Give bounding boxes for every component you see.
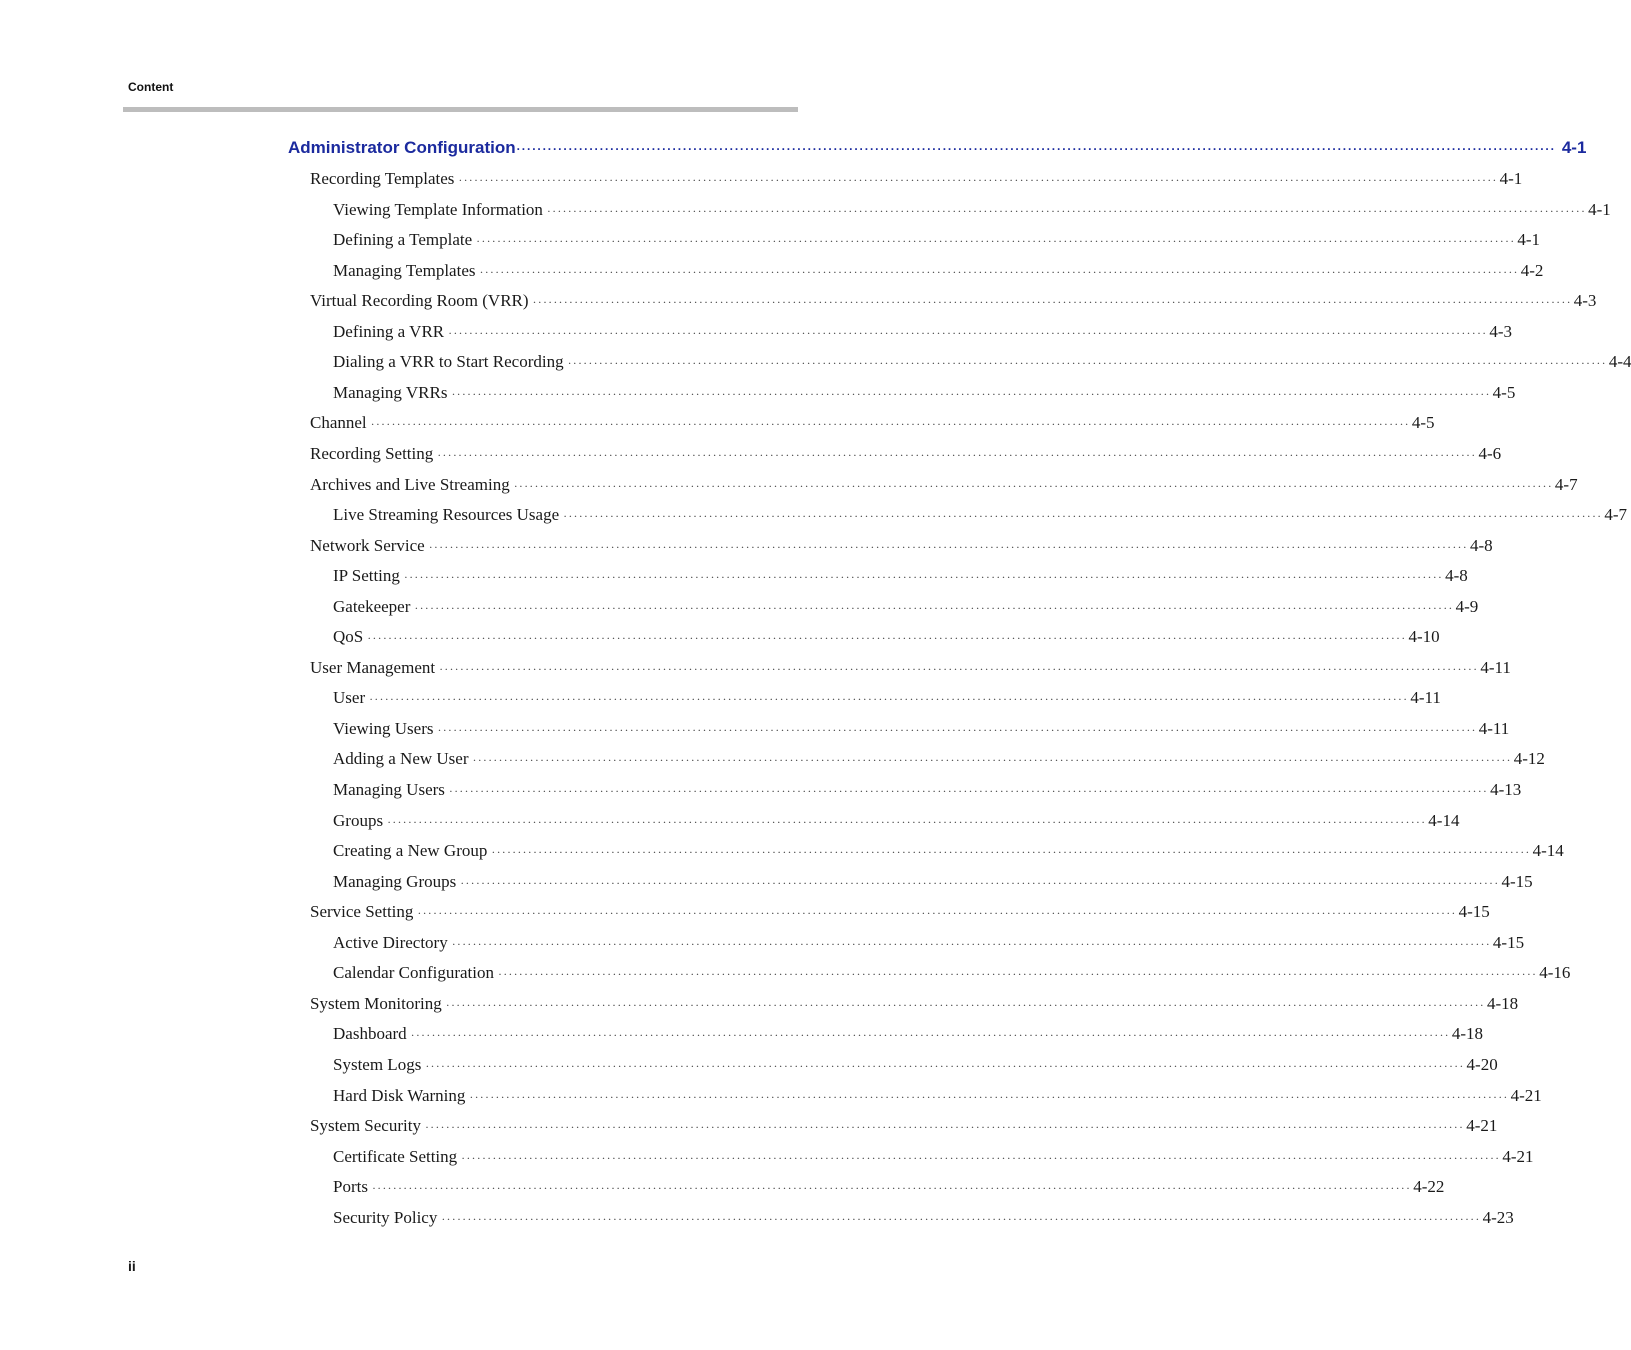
- toc-leader-dots: ········································································································································································································: [479, 264, 1519, 279]
- toc-leader-dots: ········································································································································································································: [451, 936, 1491, 951]
- toc-leader-dots: ········································································································································································································: [448, 325, 1488, 340]
- toc-entry-page: 4-16: [1539, 963, 1571, 983]
- toc-leader-dots: ········································································································································································································: [461, 1150, 1501, 1165]
- toc-entry-title: Managing Templates: [333, 260, 476, 280]
- toc-leader-dots: ········································································································································································································: [460, 875, 1500, 890]
- toc-entry[interactable]: [310, 473, 1578, 497]
- toc-leader-dots: ········································································································································································································: [563, 509, 1603, 524]
- toc-entry[interactable]: [333, 381, 1516, 405]
- toc-entry-title: Recording Setting: [310, 443, 434, 463]
- toc-entry-page: 4-1: [1517, 230, 1541, 250]
- toc-entry-page: 4-14: [1428, 810, 1460, 830]
- toc-entry[interactable]: [333, 503, 1628, 527]
- toc-entry-page: 4-1: [1499, 169, 1523, 188]
- toc-entry[interactable]: [333, 839, 1564, 863]
- toc-leader-dots: ········································································································································································································: [410, 1028, 1450, 1043]
- toc-entry[interactable]: [333, 717, 1510, 741]
- toc-entry-page: 4-7: [1604, 505, 1628, 525]
- toc-entry-title: Viewing Template Information: [333, 199, 543, 219]
- toc-leader-dots: ········································································································································································································: [513, 478, 1553, 493]
- toc-entry[interactable]: [310, 992, 1519, 1016]
- toc-entry-page: 4-1: [1588, 199, 1611, 219]
- running-header: Content: [128, 80, 174, 94]
- toc-leader-dots: ········································································································································································································: [445, 997, 1485, 1012]
- toc-entry[interactable]: [333, 228, 1541, 252]
- toc-entry-title: Calendar Configuration: [333, 963, 494, 983]
- toc-entry[interactable]: [333, 564, 1468, 588]
- toc-entry-title: Gatekeeper: [333, 596, 411, 616]
- toc-leader-dots: ········································································································································································································: [425, 1058, 1465, 1073]
- toc-entry-title: Creating a New Group: [333, 841, 488, 861]
- toc-leader-dots: ········································································································································································································: [532, 295, 1572, 310]
- toc-entry-page: 4-3: [1489, 321, 1513, 341]
- toc-leader-dots: ········································································································································································································: [424, 1120, 1465, 1135]
- toc-entry[interactable]: [333, 1175, 1445, 1199]
- toc-entry-title: Managing Users: [333, 780, 445, 799]
- toc-entry-page: 4-13: [1490, 780, 1522, 799]
- toc-entry[interactable]: [310, 534, 1493, 558]
- toc-entry-page: 4-12: [1513, 749, 1545, 769]
- toc-entry-title: Viewing Users: [333, 718, 434, 738]
- toc-entry-title: Adding a New User: [333, 749, 469, 769]
- toc-leader-dots: ········································································································································································································: [414, 600, 1454, 615]
- toc-entry-title: Recording Templates: [310, 169, 455, 188]
- toc-entry[interactable]: [333, 1145, 1534, 1169]
- toc-entry-page: 4-9: [1455, 596, 1479, 616]
- toc-entry-title: IP Setting: [333, 566, 400, 586]
- toc-entry[interactable]: [333, 931, 1525, 955]
- toc-entry-title: Dashboard: [333, 1024, 407, 1044]
- toc-entry-page: 4-8: [1445, 566, 1468, 586]
- toc-entry-title: Hard Disk Warning: [333, 1085, 466, 1105]
- toc-leader-dots: ········································································································································································································: [367, 631, 1407, 646]
- toc-entry-page: 4-3: [1573, 291, 1597, 311]
- toc-entry[interactable]: [310, 167, 1523, 191]
- toc-entry-page: 4-2: [1520, 260, 1544, 280]
- toc-leader-dots: ········································································································································································································: [567, 356, 1607, 371]
- toc-entry-title: Defining a VRR: [333, 321, 445, 341]
- toc-entry[interactable]: [310, 289, 1597, 313]
- toc-leader-dots: ········································································································································································································: [441, 1211, 1481, 1226]
- header-rule: [123, 107, 798, 112]
- toc-entry-page: 4-15: [1501, 871, 1533, 891]
- toc-leader-dots: ········································································································································································································: [476, 234, 1516, 249]
- toc-entry-page: 4-22: [1413, 1177, 1445, 1197]
- toc-entry-title: System Monitoring: [310, 993, 442, 1013]
- toc-chapter[interactable]: [288, 136, 1587, 160]
- toc-entry-page: 4-21: [1466, 1116, 1498, 1136]
- toc-entry-page: 4-8: [1469, 535, 1493, 555]
- toc-leader-dots: ········································································································································································································: [472, 753, 1512, 768]
- toc-entry-title: Live Streaming Resources Usage: [333, 505, 560, 525]
- toc-entry[interactable]: [310, 900, 1490, 924]
- toc-entry-page: 4-4: [1608, 352, 1631, 372]
- toc-entry-page: 4-15: [1458, 902, 1490, 922]
- toc-entry-page: 4-6: [1478, 443, 1502, 463]
- toc-entry[interactable]: [333, 809, 1460, 833]
- toc-entry-title: Channel: [310, 413, 367, 433]
- toc-entry-page: 4-14: [1532, 841, 1564, 861]
- toc-entry-title: User Management: [310, 657, 436, 677]
- toc-entry-title: Defining a Template: [333, 230, 473, 250]
- toc-leader-dots: ········································································································································································································: [516, 142, 1556, 156]
- toc-entry-page: 4-11: [1478, 718, 1510, 738]
- toc-entry[interactable]: [333, 1053, 1498, 1077]
- toc-entry[interactable]: [333, 1084, 1542, 1108]
- toc-leader-dots: ········································································································································································································: [439, 661, 1479, 676]
- toc-entry-page: 4-11: [1480, 657, 1511, 677]
- toc-entry-title: Dialing a VRR to Start Recording: [333, 352, 564, 372]
- toc-entry-page: 4-7: [1554, 474, 1578, 494]
- toc-leader-dots: ········································································································································································································: [403, 570, 1444, 585]
- toc-entry[interactable]: [310, 656, 1511, 680]
- toc-entry-title: Service Setting: [310, 902, 414, 922]
- toc-entry[interactable]: [333, 1206, 1514, 1230]
- toc-entry-title: Managing VRRs: [333, 382, 448, 402]
- toc-leader-dots: ········································································································································································································: [437, 447, 1477, 462]
- toc-entry[interactable]: [333, 778, 1522, 802]
- toc-entry[interactable]: [310, 442, 1502, 466]
- toc-leader-dots: ········································································································································································································: [370, 417, 1410, 432]
- toc-leader-dots: ········································································································································································································: [451, 386, 1491, 401]
- toc-entry[interactable]: [310, 1114, 1498, 1138]
- toc-entry[interactable]: [333, 350, 1631, 374]
- toc-entry-title: System Logs: [333, 1054, 422, 1074]
- toc-leader-dots: ········································································································································································································: [369, 692, 1409, 707]
- toc-entry-title: Certificate Setting: [333, 1146, 458, 1166]
- toc-entry-page: 4-5: [1411, 413, 1435, 433]
- toc-entry-title: QoS: [333, 627, 364, 647]
- toc-leader-dots: ········································································································································································································: [417, 906, 1457, 921]
- toc-entry-title: Security Policy: [333, 1207, 438, 1227]
- toc-chapter-page: 4-1: [1561, 138, 1587, 157]
- toc-entry-page: 4-18: [1451, 1024, 1484, 1044]
- toc-entry-title: User: [333, 688, 366, 708]
- toc-entry-page: 4-21: [1510, 1085, 1542, 1105]
- toc-leader-dots: ········································································································································································································: [428, 539, 1468, 554]
- toc-entry-page: 4-20: [1466, 1054, 1498, 1074]
- toc-leader-dots: ········································································································································································································: [448, 784, 1489, 798]
- toc-leader-dots: ········································································································································································································: [371, 1181, 1412, 1196]
- toc-entry-page: 4-15: [1492, 932, 1525, 952]
- toc-leader-dots: ········································································································································································································: [437, 722, 1477, 737]
- toc-leader-dots: ········································································································································································································: [469, 1089, 1509, 1104]
- toc-leader-dots: ········································································································································································································: [458, 173, 1498, 187]
- toc-leader-dots: ········································································································································································································: [491, 845, 1531, 860]
- toc-entry-title: Network Service: [310, 535, 425, 555]
- toc-entry[interactable]: [333, 961, 1571, 985]
- toc-entry-title: Managing Groups: [333, 871, 457, 891]
- toc-entry-title: Ports: [333, 1177, 368, 1197]
- toc-entry[interactable]: [333, 747, 1545, 771]
- toc-entry[interactable]: [333, 595, 1479, 619]
- toc-entry[interactable]: [333, 870, 1533, 894]
- toc-entry[interactable]: [333, 686, 1441, 710]
- toc-entry-page: 4-18: [1486, 993, 1519, 1013]
- toc-entry-page: 4-10: [1408, 627, 1440, 647]
- toc-chapter-title: Administrator Configuration: [288, 138, 516, 157]
- toc-entry-title: Virtual Recording Room (VRR): [310, 291, 529, 311]
- toc-leader-dots: ········································································································································································································: [498, 967, 1538, 982]
- toc-entry-title: Archives and Live Streaming: [310, 474, 510, 494]
- page-number: ii: [128, 1258, 136, 1274]
- toc-entry[interactable]: [333, 625, 1440, 649]
- toc-entry[interactable]: [333, 1022, 1484, 1046]
- toc-entry-page: 4-21: [1502, 1146, 1534, 1166]
- toc-entry[interactable]: [333, 320, 1513, 344]
- toc-entry[interactable]: [333, 259, 1544, 283]
- toc-entry[interactable]: [310, 411, 1435, 435]
- toc-entry-title: System Security: [310, 1116, 421, 1136]
- toc-leader-dots: ········································································································································································································: [546, 203, 1587, 218]
- toc-entry-page: 4-11: [1410, 688, 1441, 708]
- toc-leader-dots: ········································································································································································································: [387, 814, 1427, 829]
- toc-entry[interactable]: [333, 198, 1611, 222]
- toc-entry-page: 4-5: [1492, 382, 1516, 402]
- toc-entry-page: 4-23: [1482, 1207, 1514, 1227]
- toc-entry-title: Active Directory: [333, 932, 448, 952]
- toc-entry-title: Groups: [333, 810, 384, 830]
